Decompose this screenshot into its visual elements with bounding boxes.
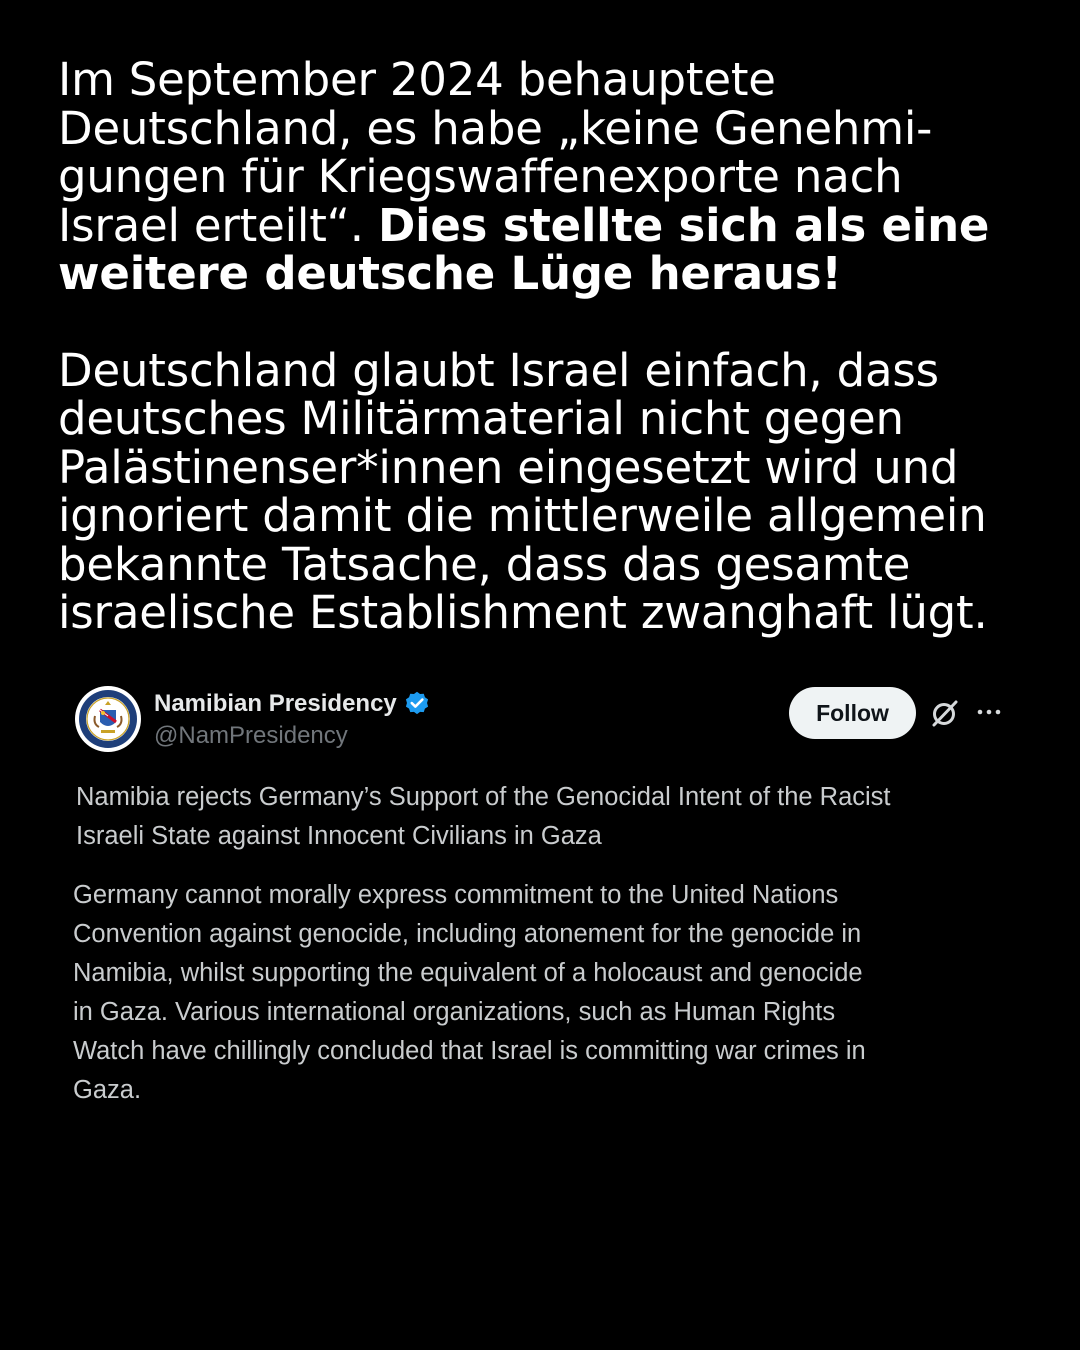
caption-text-regular: Im September 2024 behauptete Deutschland, es habe „keine Genehmi- gungen für Kriegswaffenexporte nach Israel erteilt“. [58, 53, 933, 252]
author-handle[interactable]: @NamPresidency [154, 722, 348, 749]
caption-paragraph-1 [58, 53, 1068, 300]
verified-badge-icon[interactable] [403, 690, 431, 718]
grok-icon[interactable] [930, 698, 960, 728]
more-icon[interactable] [975, 702, 1003, 722]
author-name-row [154, 688, 431, 720]
caption-text-bold: Dies stellte sich als eine weitere deutsche Lüge heraus! [58, 198, 990, 300]
author-display-name[interactable]: Namibian Presidency [154, 690, 397, 717]
follow-button[interactable]: Follow [789, 687, 916, 739]
tweet-card [0, 670, 1080, 1140]
caption [58, 53, 1068, 639]
presidency-seal-icon[interactable] [75, 686, 141, 752]
caption-paragraph-2: Deutschland glaubt Israel einfach, dass deutsches Militärmaterial nicht gegen Palästinenser*innen eingesetzt wird und ignoriert damit die mittlerweile allgemein bekannte Tatsache, dass das gesamte israelische Establishment zwanghaft lügt. [58, 343, 988, 639]
tweet-body: Germany cannot morally express commitment to the United Nations Convention against genocide, including atonement for the genocide in Namibia, whilst supporting the equivalent of a holocaust and genocide in Gaza. Various international organizations, such as Human Rights Watch have chillingly concluded that Israel is committing war crimes in Gaza. [73, 881, 866, 1104]
tweet-headline: Namibia rejects Germany’s Support of the Genocidal Intent of the Racist Israeli State against Innocent Civilians in Gaza [76, 783, 891, 850]
